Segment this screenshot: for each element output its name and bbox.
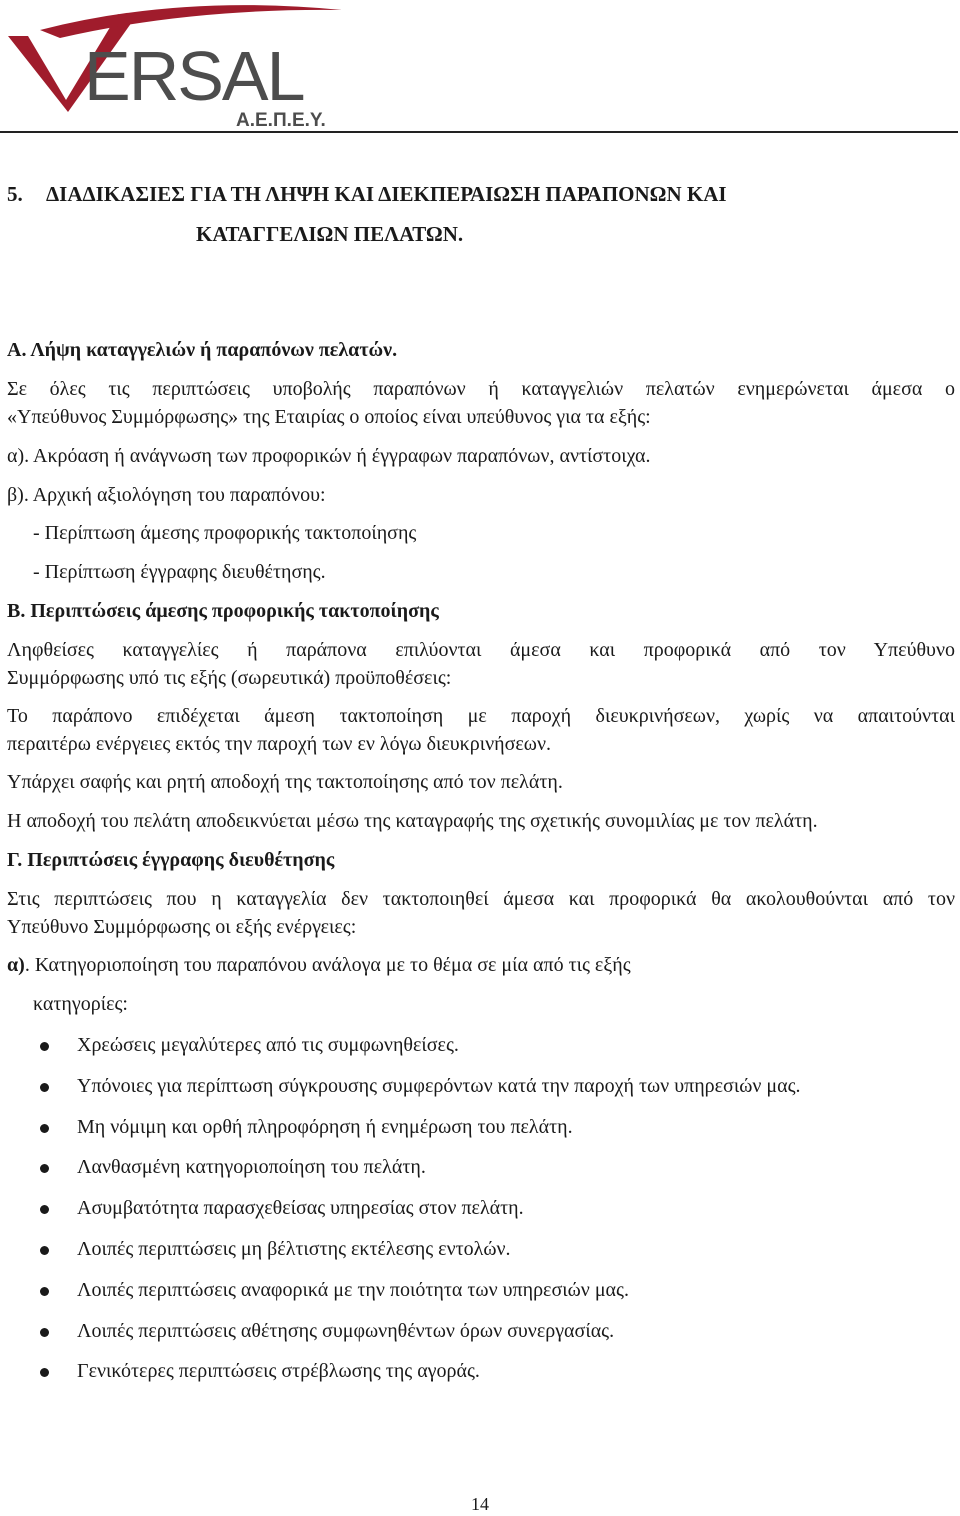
bullet-icon bbox=[40, 1287, 49, 1296]
part-c-item-a-cont: κατηγορίες: bbox=[33, 993, 128, 1015]
part-a-intro-line1: Σε όλες τις περιπτώσεις υποβολής παραπόνων ή καταγγελιών πελατών ενημερώνεται άμεσα ο bbox=[7, 378, 955, 400]
section-title-line1: ΔΙΑΔΙΚΑΣΙΕΣ ΓΙΑ ΤΗ ΛΗΨΗ ΚΑΙ ΔΙΕΚΠΕΡΑΙΩΣΗ ΠΑΡΑΠΟΝΩΝ ΚΑΙ bbox=[46, 182, 727, 206]
part-a-sub2: - Περίπτωση έγγραφης διευθέτησης. bbox=[33, 561, 326, 583]
bullet-icon bbox=[40, 1368, 49, 1377]
bullet-icon bbox=[40, 1246, 49, 1255]
part-a-item-a: α). Ακρόαση ή ανάγνωση των προφορικών ή έγγραφων παραπόνων, αντίστοιχα. bbox=[7, 445, 651, 467]
part-b-p1-line2: Συμμόρφωσης υπό τις εξής (σωρευτικά) προϋποθέσεις: bbox=[7, 667, 452, 689]
logo-wordmark: ERSAL bbox=[84, 37, 304, 115]
part-a-sub1: - Περίπτωση άμεσης προφορικής τακτοποίησης bbox=[33, 522, 417, 544]
part-a-intro-line2: «Υπεύθυνος Συμμόρφωσης» της Εταιρίας ο οποίος είναι υπεύθυνος για τα εξής: bbox=[7, 406, 651, 428]
page-number: 14 bbox=[471, 1494, 489, 1514]
list-item: Ασυμβατότητα παρασχεθείσας υπηρεσίας στον πελάτη. bbox=[77, 1197, 524, 1219]
part-b-p3: Υπάρχει σαφής και ρητή αποδοχή της τακτοποίησης από τον πελάτη. bbox=[7, 771, 563, 793]
bullet-icon bbox=[40, 1328, 49, 1337]
list-item: Χρεώσεις μεγαλύτερες από τις συμφωνηθείσες. bbox=[77, 1034, 459, 1056]
bullet-icon bbox=[40, 1164, 49, 1173]
list-item: Λοιπές περιπτώσεις αθέτησης συμφωνηθέντων όρων συνεργασίας. bbox=[77, 1320, 615, 1342]
bullet-icon bbox=[40, 1042, 49, 1051]
list-item: Λοιπές περιπτώσεις μη βέλτιστης εκτέλεσης εντολών. bbox=[77, 1238, 511, 1260]
part-b-p1-line1: Ληφθείσες καταγγελίες ή παράπονα επιλύονται άμεσα και προφορικά από τον Υπεύθυνο bbox=[7, 639, 955, 661]
bullet-icon bbox=[40, 1124, 49, 1133]
part-b-heading: Β. Περιπτώσεις άμεσης προφορικής τακτοποίησης bbox=[7, 600, 439, 622]
section-number: 5. bbox=[7, 182, 23, 206]
part-c-item-a bbox=[7, 952, 631, 979]
part-c-heading: Γ. Περιπτώσεις έγγραφης διευθέτησης bbox=[7, 849, 335, 871]
part-c-item-a-text: . Κατηγοριοποίηση του παραπόνου ανάλογα με το θέμα σε μία από τις εξής bbox=[24, 954, 631, 976]
section-title-line2: ΚΑΤΑΓΓΕΛΙΩΝ ΠΕΛΑΤΩΝ. bbox=[196, 222, 464, 246]
versal-logo bbox=[0, 0, 350, 132]
list-item: Μη νόμιμη και ορθή πληροφόρηση ή ενημέρωση του πελάτη. bbox=[77, 1116, 573, 1138]
part-b-p2-line2: περαιτέρω ενέργειες εκτός την παροχή των εν λόγω διευκρινήσεων. bbox=[7, 733, 552, 755]
bullet-icon bbox=[40, 1083, 49, 1092]
part-b-p2-line1: Το παράπονο επιδέχεται άμεση τακτοποίηση με παροχή διευκρινήσεων, χωρίς να απαιτούνται bbox=[7, 705, 955, 727]
part-c-p1-line2: Υπεύθυνο Συμμόρφωσης οι εξής ενέργειες: bbox=[7, 916, 357, 938]
bullet-icon bbox=[40, 1205, 49, 1214]
list-item: Λοιπές περιπτώσεις αναφορικά με την ποιότητα των υπηρεσιών μας. bbox=[77, 1279, 629, 1301]
list-item: Λανθασμένη κατηγοριοποίηση του πελάτη. bbox=[77, 1156, 426, 1178]
logo-subtitle: Α.Ε.Π.Ε.Υ. bbox=[236, 110, 326, 131]
list-item: Υπόνοιες για περίπτωση σύγκρουσης συμφερόντων κατά την παροχή των υπηρεσιών μας. bbox=[77, 1075, 801, 1097]
part-b-p4: Η αποδοχή του πελάτη αποδεικνύεται μέσω της καταγραφής της σχετικής συνομιλίας με τον πελάτη. bbox=[7, 810, 818, 832]
part-c-item-a-label: α) bbox=[7, 954, 25, 976]
part-c-p1-line1: Στις περιπτώσεις που η καταγγελία δεν τακτοποιηθεί άμεσα και προφορικά θα ακολουθούνται από τον bbox=[7, 888, 955, 910]
part-a-item-b: β). Αρχική αξιολόγηση του παραπόνου: bbox=[7, 484, 326, 506]
part-a-heading: Α. Λήψη καταγγελιών ή παραπόνων πελατών. bbox=[7, 339, 398, 361]
list-item: Γενικότερες περιπτώσεις στρέβλωσης της αγοράς. bbox=[77, 1360, 480, 1382]
header-rule bbox=[0, 131, 958, 133]
logo-swoosh bbox=[40, 5, 342, 38]
